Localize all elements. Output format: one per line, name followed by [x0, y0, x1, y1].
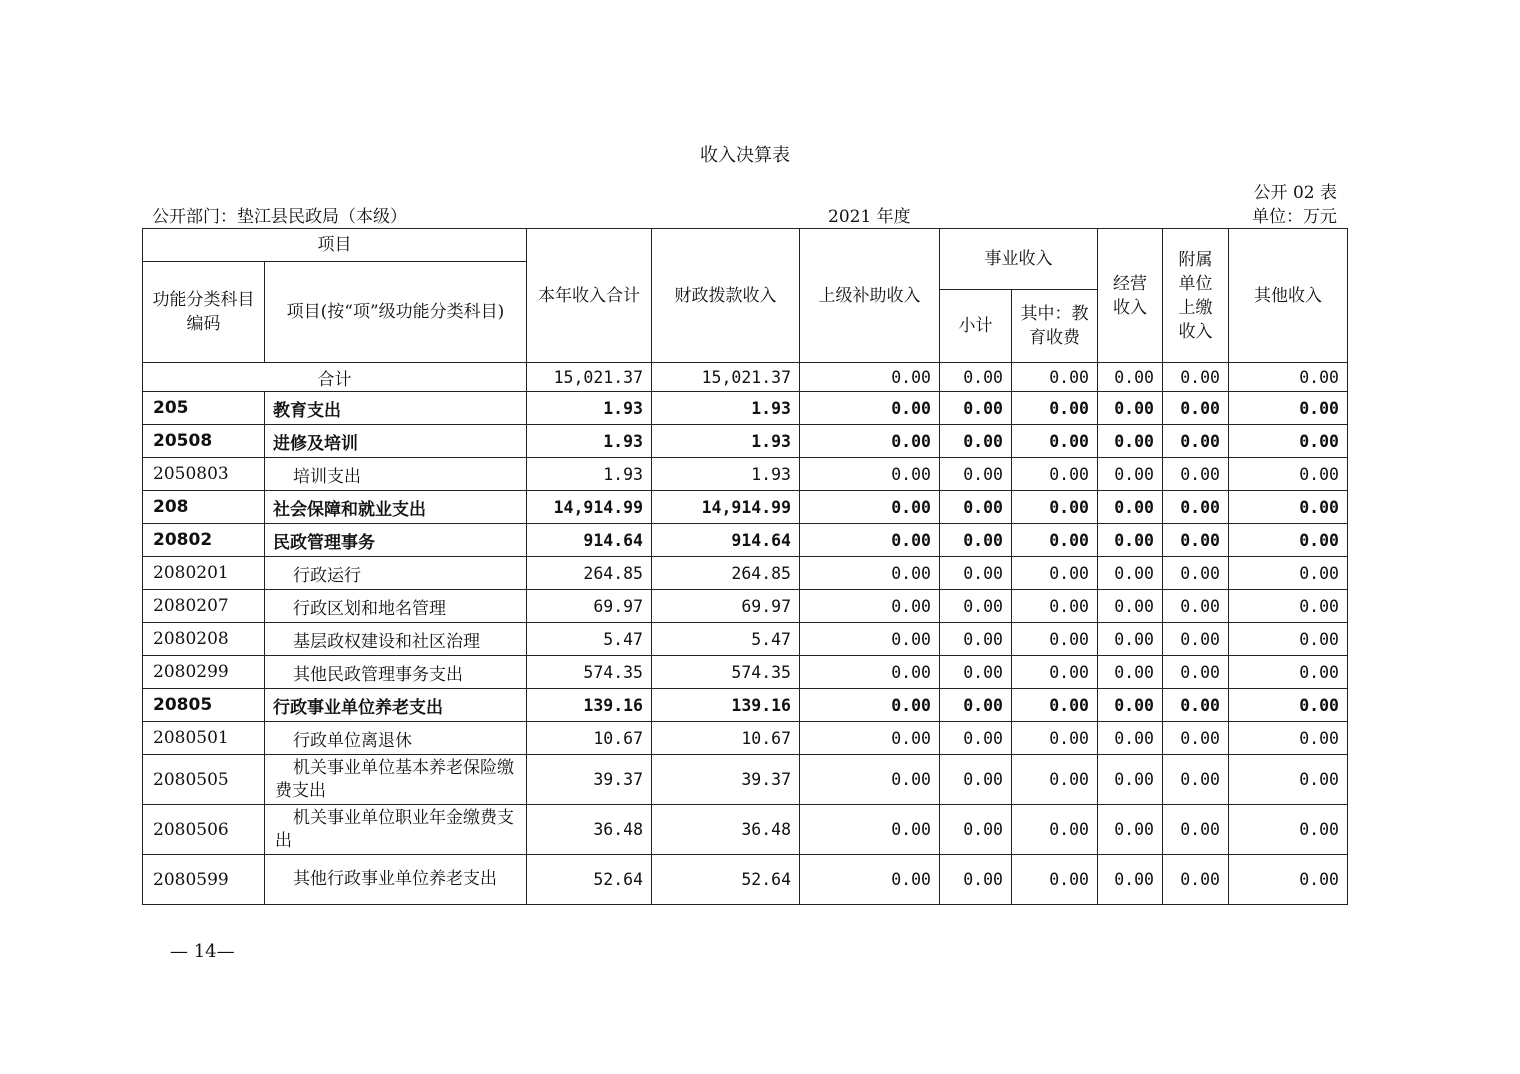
row-value: 0.00	[1098, 590, 1163, 623]
row-value: 0.00	[1229, 656, 1348, 689]
row-value: 914.64	[652, 524, 800, 557]
row-value: 0.00	[800, 623, 940, 656]
row-value: 0.00	[1098, 722, 1163, 755]
header-project: 项目	[143, 229, 527, 262]
row-value: 574.35	[652, 656, 800, 689]
row-value: 0.00	[1229, 855, 1348, 905]
row-value: 0.00	[1098, 755, 1163, 805]
total-value: 15,021.37	[527, 363, 652, 392]
row-code: 20802	[143, 524, 265, 557]
row-value: 0.00	[1098, 491, 1163, 524]
table-row	[143, 623, 1348, 656]
row-code: 2080208	[143, 623, 265, 656]
row-value: 0.00	[800, 425, 940, 458]
table-row	[143, 722, 1348, 755]
row-value: 69.97	[652, 590, 800, 623]
row-value: 1.93	[527, 425, 652, 458]
row-code: 205	[143, 392, 265, 425]
row-value: 0.00	[940, 557, 1012, 590]
total-value: 0.00	[940, 363, 1012, 392]
row-value: 0.00	[1229, 491, 1348, 524]
row-value: 0.00	[1163, 855, 1229, 905]
row-value: 1.93	[527, 392, 652, 425]
row-value: 0.00	[940, 491, 1012, 524]
row-value: 0.00	[1163, 425, 1229, 458]
header-superior-subsidy: 上级补助收入	[800, 229, 940, 363]
row-value: 52.64	[652, 855, 800, 905]
row-value: 52.64	[527, 855, 652, 905]
row-value: 10.67	[527, 722, 652, 755]
row-value: 0.00	[1163, 458, 1229, 491]
table-row	[143, 491, 1348, 524]
row-value: 39.37	[527, 755, 652, 805]
row-value: 0.00	[800, 524, 940, 557]
row-value: 69.97	[527, 590, 652, 623]
row-code: 2080599	[143, 855, 265, 905]
table-row	[143, 689, 1348, 722]
row-name: 基层政权建设和社区治理	[265, 623, 527, 656]
table-row	[143, 590, 1348, 623]
total-value: 0.00	[800, 363, 940, 392]
row-value: 0.00	[800, 557, 940, 590]
row-name: 其他民政管理事务支出	[265, 656, 527, 689]
row-code: 2080201	[143, 557, 265, 590]
row-value: 0.00	[1229, 392, 1348, 425]
income-table	[142, 228, 1348, 905]
table-row	[143, 524, 1348, 557]
row-value: 0.00	[1012, 524, 1098, 557]
header-operating-income: 经营收入	[1098, 229, 1163, 363]
row-value: 0.00	[1229, 524, 1348, 557]
row-value: 264.85	[652, 557, 800, 590]
row-value: 0.00	[1012, 656, 1098, 689]
row-value: 139.16	[652, 689, 800, 722]
row-value: 0.00	[1163, 755, 1229, 805]
row-value: 0.00	[1163, 689, 1229, 722]
row-name: 民政管理事务	[265, 524, 527, 557]
row-value: 0.00	[1229, 689, 1348, 722]
row-code: 2080501	[143, 722, 265, 755]
header-total-income: 本年收入合计	[527, 229, 652, 363]
row-value: 0.00	[800, 491, 940, 524]
row-value: 39.37	[652, 755, 800, 805]
row-value: 0.00	[1012, 392, 1098, 425]
row-code: 208	[143, 491, 265, 524]
total-value: 15,021.37	[652, 363, 800, 392]
table-row	[143, 805, 1348, 855]
header-project-by-item: 项目(按“项”级功能分类科目)	[265, 262, 527, 363]
form-number: 公开 02 表	[1253, 183, 1337, 203]
row-value: 0.00	[940, 656, 1012, 689]
row-name: 进修及培训	[265, 425, 527, 458]
row-value: 0.00	[940, 689, 1012, 722]
table-row	[143, 557, 1348, 590]
row-value: 0.00	[1098, 805, 1163, 855]
row-value: 0.00	[800, 855, 940, 905]
row-value: 0.00	[1229, 755, 1348, 805]
row-value: 0.00	[800, 392, 940, 425]
row-value: 0.00	[1012, 425, 1098, 458]
row-value: 0.00	[800, 805, 940, 855]
row-value: 0.00	[1098, 689, 1163, 722]
row-value: 0.00	[1163, 722, 1229, 755]
row-value: 574.35	[527, 656, 652, 689]
row-value: 1.93	[652, 458, 800, 491]
row-value: 0.00	[1012, 755, 1098, 805]
row-value: 0.00	[800, 458, 940, 491]
row-value: 0.00	[1229, 623, 1348, 656]
total-value: 0.00	[1012, 363, 1098, 392]
row-value: 0.00	[1012, 557, 1098, 590]
table-row	[143, 656, 1348, 689]
row-value: 0.00	[800, 656, 940, 689]
row-value: 0.00	[940, 425, 1012, 458]
row-value: 14,914.99	[652, 491, 800, 524]
row-name: 其他行政事业单位养老支出	[265, 855, 527, 905]
row-value: 0.00	[1098, 458, 1163, 491]
row-value: 0.00	[800, 590, 940, 623]
row-value: 0.00	[1098, 425, 1163, 458]
table-row	[143, 392, 1348, 425]
row-value: 36.48	[527, 805, 652, 855]
row-code: 20805	[143, 689, 265, 722]
row-value: 0.00	[940, 805, 1012, 855]
row-value: 1.93	[652, 392, 800, 425]
header-affiliated-income: 附属单位上缴收入	[1163, 229, 1229, 363]
row-value: 0.00	[940, 722, 1012, 755]
row-value: 5.47	[527, 623, 652, 656]
row-value: 0.00	[800, 689, 940, 722]
row-value: 0.00	[1163, 805, 1229, 855]
row-name: 教育支出	[265, 392, 527, 425]
row-value: 0.00	[1229, 425, 1348, 458]
row-value: 0.00	[940, 623, 1012, 656]
row-value: 0.00	[1012, 855, 1098, 905]
header-fiscal-allocation: 财政拨款收入	[652, 229, 800, 363]
row-name: 行政区划和地名管理	[265, 590, 527, 623]
row-value: 0.00	[1229, 458, 1348, 491]
row-value: 36.48	[652, 805, 800, 855]
row-value: 10.67	[652, 722, 800, 755]
row-value: 0.00	[1163, 491, 1229, 524]
row-name: 机关事业单位职业年金缴费支出	[265, 805, 527, 855]
row-value: 0.00	[940, 458, 1012, 491]
row-value: 0.00	[1229, 722, 1348, 755]
row-value: 0.00	[1098, 557, 1163, 590]
row-value: 0.00	[1012, 689, 1098, 722]
row-value: 1.93	[652, 425, 800, 458]
row-value: 0.00	[800, 722, 940, 755]
header-other-income: 其他收入	[1229, 229, 1348, 363]
total-value: 0.00	[1229, 363, 1348, 392]
row-value: 0.00	[1163, 656, 1229, 689]
row-value: 5.47	[652, 623, 800, 656]
row-value: 0.00	[1012, 623, 1098, 656]
header-subtotal: 小计	[940, 290, 1012, 363]
total-value: 0.00	[1163, 363, 1229, 392]
row-value: 0.00	[1012, 805, 1098, 855]
header-education-fee: 其中：教育收费	[1012, 290, 1098, 363]
row-name: 行政运行	[265, 557, 527, 590]
row-value: 0.00	[1098, 524, 1163, 557]
fiscal-year: 2021 年度	[828, 207, 911, 227]
unit-label: 单位：万元	[1252, 207, 1337, 227]
row-code: 2080505	[143, 755, 265, 805]
row-value: 0.00	[1163, 524, 1229, 557]
row-value: 0.00	[940, 392, 1012, 425]
row-name: 行政单位离退休	[265, 722, 527, 755]
row-value: 0.00	[1163, 557, 1229, 590]
row-value: 0.00	[1163, 590, 1229, 623]
row-value: 0.00	[1098, 623, 1163, 656]
row-code: 2080207	[143, 590, 265, 623]
row-value: 914.64	[527, 524, 652, 557]
report-title: 收入决算表	[700, 145, 790, 166]
total-label: 合计	[143, 363, 527, 392]
row-code: 20508	[143, 425, 265, 458]
row-value: 0.00	[800, 755, 940, 805]
row-value: 0.00	[1012, 458, 1098, 491]
row-name: 行政事业单位养老支出	[265, 689, 527, 722]
row-value: 14,914.99	[527, 491, 652, 524]
table-row	[143, 855, 1348, 905]
row-value: 0.00	[940, 524, 1012, 557]
row-name: 培训支出	[265, 458, 527, 491]
row-value: 0.00	[1098, 656, 1163, 689]
department-label: 公开部门：垫江县民政局（本级）	[152, 207, 407, 227]
row-code: 2080299	[143, 656, 265, 689]
row-value: 0.00	[1012, 590, 1098, 623]
row-code: 2050803	[143, 458, 265, 491]
table-row	[143, 425, 1348, 458]
row-value: 0.00	[940, 855, 1012, 905]
header-func-code: 功能分类科目编码	[143, 262, 265, 363]
row-value: 0.00	[1229, 557, 1348, 590]
row-name: 社会保障和就业支出	[265, 491, 527, 524]
row-value: 0.00	[1229, 805, 1348, 855]
row-code: 2080506	[143, 805, 265, 855]
row-value: 1.93	[527, 458, 652, 491]
row-value: 0.00	[1098, 855, 1163, 905]
table-row	[143, 755, 1348, 805]
row-value: 0.00	[1098, 392, 1163, 425]
row-value: 0.00	[940, 590, 1012, 623]
row-value: 0.00	[1012, 491, 1098, 524]
row-name: 机关事业单位基本养老保险缴费支出	[265, 755, 527, 805]
row-value: 139.16	[527, 689, 652, 722]
row-value: 0.00	[1163, 392, 1229, 425]
page-number: — 14—	[170, 941, 235, 962]
row-value: 0.00	[1229, 590, 1348, 623]
row-value: 0.00	[1163, 623, 1229, 656]
total-value: 0.00	[1098, 363, 1163, 392]
row-value: 264.85	[527, 557, 652, 590]
row-value: 0.00	[1012, 722, 1098, 755]
table-row	[143, 458, 1348, 491]
header-business-income: 事业收入	[940, 229, 1098, 290]
total-row	[143, 363, 1348, 392]
row-value: 0.00	[940, 755, 1012, 805]
